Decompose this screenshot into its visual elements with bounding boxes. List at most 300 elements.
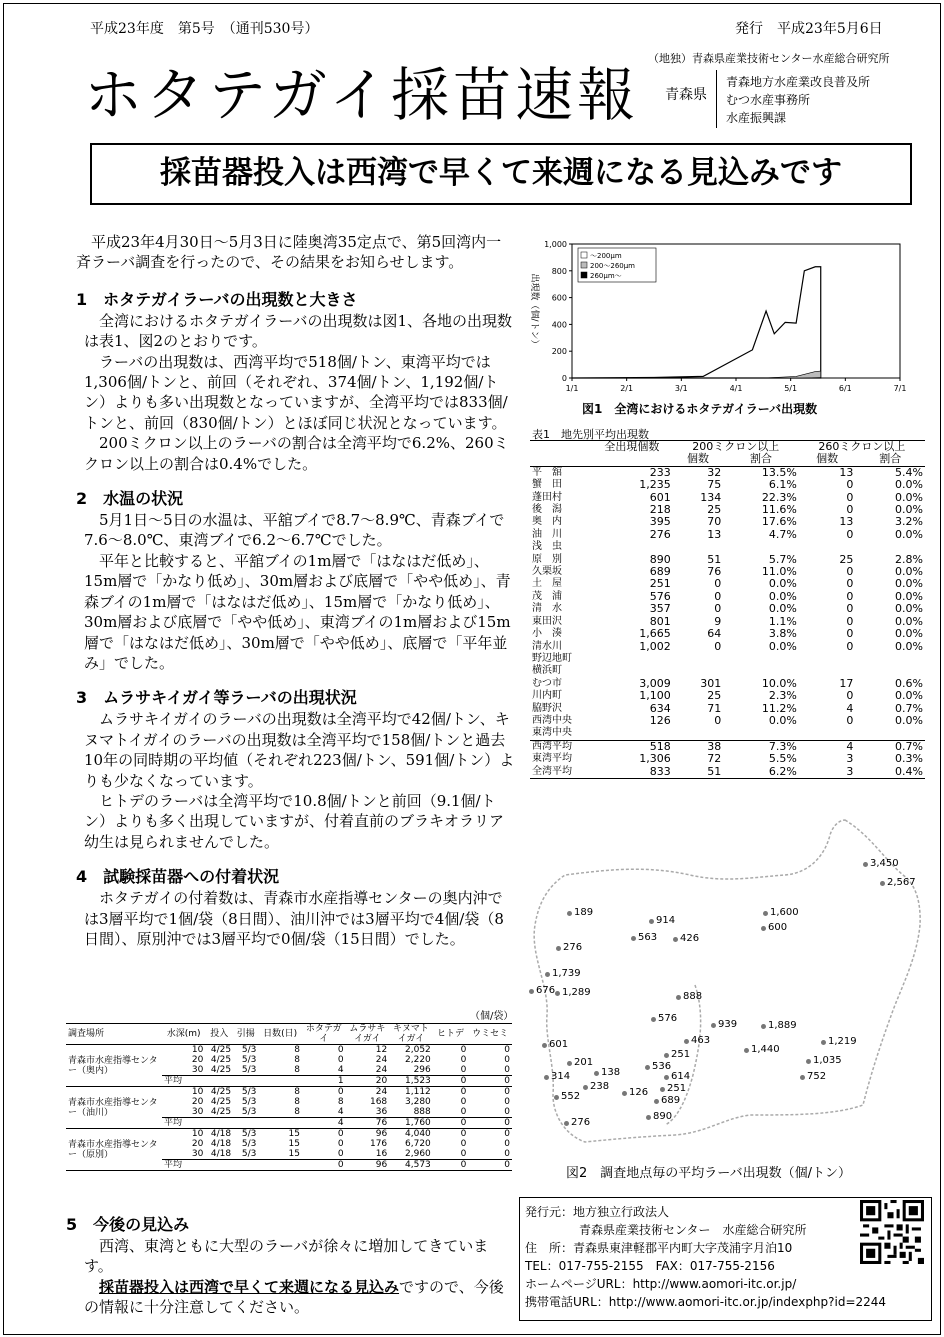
- table-cell: 0: [460, 1045, 467, 1055]
- table-cell: 0.0%: [895, 565, 923, 579]
- table-cell: 634: [649, 701, 671, 715]
- station-count-label: 563: [638, 932, 658, 943]
- table-row: [530, 653, 925, 665]
- table-cell: 8: [294, 1045, 300, 1055]
- table-cell: 0.7%: [895, 739, 923, 753]
- station-count-label: 189: [574, 907, 594, 918]
- station-count-label: 676: [536, 985, 556, 996]
- table-cell: 11.2%: [761, 701, 797, 715]
- table-cell: [723, 541, 799, 553]
- station-count-label: 426: [680, 933, 700, 944]
- table-cell: [591, 727, 673, 740]
- legend-swatch: [581, 272, 587, 278]
- section-5-underlined: 採苗器投入は西湾で早くて来週になる見込み: [99, 1277, 400, 1296]
- legend-swatch: [581, 262, 587, 268]
- x-tick-label: 3/1: [674, 384, 688, 392]
- table-row: [530, 740, 925, 753]
- section-4-para-1: ホタテガイの付着数は、青森市水産指導センターの奥内沖では3層平均で1個/袋（8日間）、油川沖では3層平均で4個/袋（8日間）、原別沖では3層平均で0個/袋（15日間）でした。: [84, 889, 504, 948]
- map-caption: 図2 調査地点毎の平均ラーバ出現数（個/トン）: [566, 1166, 852, 1181]
- table-cell: 71: [707, 701, 722, 715]
- table-cell: 1,112: [405, 1087, 431, 1097]
- table-cell: 0.0%: [895, 527, 923, 541]
- table-cell: 233: [649, 465, 671, 479]
- table-cell: 17.6%: [761, 515, 797, 529]
- table-cell: 70: [707, 515, 722, 529]
- table2-header-cell: 日数(日): [263, 1029, 298, 1039]
- station-count-label: 939: [718, 1019, 738, 1030]
- table-cell: 3.2%: [895, 515, 923, 529]
- table-cell: 9: [714, 614, 722, 628]
- qr-code-icon: [860, 1200, 924, 1264]
- table-cell: 茂 浦: [532, 590, 562, 602]
- table-row: [530, 541, 925, 553]
- x-tick-label: 7/1: [893, 384, 907, 392]
- table-row: [530, 504, 925, 516]
- figure1-chart: [520, 232, 920, 392]
- table-cell: 1,760: [389, 1118, 433, 1129]
- table-cell: 0.0%: [895, 503, 923, 517]
- table-cell: 0: [504, 1045, 510, 1055]
- table-cell: 96: [375, 1129, 388, 1139]
- table-cell: 888: [413, 1107, 431, 1117]
- table-cell: 17: [839, 676, 854, 690]
- table-cell: 518: [649, 739, 671, 753]
- table-cell: [205, 1076, 233, 1087]
- section-3-heading: 3 ムラサキイガイ等ラーバの出現状況: [76, 688, 357, 708]
- table-cell: 平均: [162, 1160, 205, 1171]
- table-cell: [591, 541, 673, 553]
- footer-tel: TEL：017-755-2155 FAX：017-755-2156: [525, 1259, 775, 1273]
- station-count-label: 752: [807, 1071, 827, 1082]
- table-cell: 2.8%: [895, 552, 923, 566]
- station-point-icon: [676, 995, 681, 1000]
- table-cell: 東湾平均: [532, 753, 572, 765]
- footer-mobile[interactable]: 携帯電話URL：http://www.aomori-itc.or.jp/indexphp?id=2244: [525, 1295, 887, 1309]
- table-cell: 0: [337, 1129, 344, 1139]
- table-cell: 野辺地町: [532, 652, 572, 664]
- chart-title: 図1 全湾におけるホタテガイラーバ出現数: [582, 402, 818, 416]
- table-cell: 10: [191, 1129, 204, 1139]
- station-count-label: 1,739: [552, 968, 581, 979]
- station-count-label: 1,219: [828, 1036, 857, 1047]
- table-cell: 25: [707, 689, 722, 703]
- table-row: [66, 1087, 512, 1098]
- table-cell: 10.0%: [761, 676, 797, 690]
- table-cell: 0.0%: [895, 639, 923, 653]
- table-cell: 4/25: [210, 1065, 232, 1075]
- table-cell: 10: [191, 1087, 204, 1097]
- table2-header-cell: 引揚: [236, 1029, 255, 1039]
- table-cell: 平 舘: [532, 466, 562, 478]
- table-cell: [258, 1160, 302, 1171]
- table-cell: [591, 665, 673, 677]
- institute-name: （地独）青森県産業技術センター水産総合研究所: [648, 52, 890, 65]
- station-point-icon: [654, 1099, 659, 1104]
- table-cell: [799, 727, 856, 740]
- table-cell: 0: [460, 1097, 467, 1107]
- table2-header-cell: キヌマトイガイ: [393, 1024, 429, 1044]
- office-3: 水産振興課: [726, 111, 787, 125]
- table-cell: 4/25: [210, 1107, 232, 1117]
- table-cell: 0.6%: [895, 676, 923, 690]
- table-cell: 0.0%: [895, 689, 923, 703]
- table-cell: 4/25: [210, 1045, 232, 1055]
- y-tick-label: 1,000: [544, 240, 567, 249]
- table-cell: 1,235: [639, 478, 671, 492]
- table-cell: 小 湊: [532, 628, 562, 640]
- table-cell: 25: [707, 503, 722, 517]
- table-cell: [258, 1118, 302, 1129]
- station-count-label: 1,035: [813, 1055, 842, 1066]
- section-5: [66, 1214, 516, 1318]
- station-point-icon: [744, 1048, 749, 1053]
- table-cell: 0: [468, 1160, 512, 1171]
- table-cell: 0.0%: [768, 713, 797, 727]
- station-point-icon: [529, 989, 534, 994]
- table-cell: 24: [375, 1055, 388, 1065]
- table-row: [530, 603, 925, 615]
- table-cell: 0: [504, 1107, 510, 1117]
- legend-label: ～200μm: [590, 252, 622, 260]
- station-count-label: 463: [691, 1035, 711, 1046]
- table1-subheader-cell: [530, 453, 591, 466]
- section-1-para-3: 200ミクロン以上のラーバの割合は全湾平均で6.2%、260ミクロン以上の割合は0.4%でした。: [84, 434, 509, 473]
- station-count-label: 251: [671, 1049, 691, 1060]
- table-cell: 久栗坂: [532, 566, 562, 578]
- publisher-2: 青森県産業技術センター 水産総合研究所: [579, 1223, 807, 1237]
- table-cell: 2,220: [405, 1055, 431, 1065]
- table-cell: 25: [839, 552, 854, 566]
- table2-header-cell: 水深(m): [166, 1029, 201, 1039]
- table-cell: 30: [191, 1107, 204, 1117]
- table-cell: 3: [846, 752, 854, 766]
- table-cell: [799, 653, 856, 665]
- station-point-icon: [622, 1091, 627, 1096]
- table-cell: 276: [649, 527, 671, 541]
- table2-header-cell: 投入: [210, 1029, 229, 1039]
- office-1: 青森地方水産業改良普及所: [726, 75, 871, 89]
- table-row: [530, 727, 925, 740]
- table-cell: [233, 1076, 258, 1087]
- station-count-label: 126: [629, 1087, 649, 1098]
- table1-header-cell: [530, 441, 591, 454]
- table-cell: 5/3: [241, 1055, 257, 1065]
- table1-subheader-row: [530, 453, 925, 466]
- table-cell: 0.0%: [768, 577, 797, 591]
- footer-homepage[interactable]: ホームページURL：http://www.aomori-itc.or.jp/: [525, 1277, 797, 1291]
- x-tick-label: 5/1: [784, 384, 798, 392]
- footer-address: 住 所：青森県東津軽郡平内町大字茂浦字月泊10: [525, 1241, 793, 1255]
- table-cell: 51: [707, 552, 722, 566]
- table-row: [530, 678, 925, 690]
- station-count-label: 276: [563, 942, 583, 953]
- table-row: [530, 641, 925, 653]
- table-cell: 24: [375, 1065, 388, 1075]
- station-point-icon: [651, 1017, 656, 1022]
- table-row: [530, 628, 925, 640]
- table1-header-cell: 200ミクロン以上: [692, 440, 780, 453]
- table-cell: 4/18: [210, 1139, 232, 1149]
- station-count-label: 600: [768, 922, 788, 933]
- section-5-rest: ですので、今後の情報に十分注意してください。: [84, 1277, 504, 1317]
- station-point-icon: [554, 1095, 559, 1100]
- table-cell: 801: [649, 614, 671, 628]
- table-cell: 15: [288, 1149, 300, 1159]
- section-2-heading: 2 水温の状況: [76, 489, 184, 509]
- table1-subheader-cell: [591, 453, 673, 466]
- left-column: [76, 232, 516, 949]
- table-cell: 4/25: [210, 1087, 232, 1097]
- section-1-para-2: ラーバの出現数は、西湾平均で518個/トン、東湾平均では1,306個/トンと、前回（それぞれ、374個/トン、1,192個/トン）よりも多い出現数となっていますが、全湾平均では833個/トンと、前回（830個/トン）とほぼ同じ状況となっています。: [84, 352, 508, 432]
- table-cell: [205, 1118, 233, 1129]
- publisher-1: 地方独立行政法人: [573, 1205, 670, 1219]
- station-point-icon: [763, 911, 768, 916]
- table-cell: [233, 1118, 258, 1129]
- table-cell: 横浜町: [532, 665, 562, 677]
- table-cell: 15: [288, 1129, 300, 1139]
- section-2-para-2: 平年と比較すると、平舘ブイの1m層で「はなはだ低め」、15m層で「かなり低め」、30m層および底層で「やや低め」、青森ブイの1m層で「はなはだ低め」、15m層で「かなり低め」、30m層および底層で「やや低め」、東湾ブイの1m層および15m層で「はなはだ低め」、30m層で「やや低め」、底層で「平年並み」でした。: [84, 551, 511, 672]
- table-cell: 8: [337, 1097, 344, 1107]
- table2-header-cell: ムラサキイガイ: [349, 1024, 386, 1044]
- table-cell: 0: [504, 1139, 510, 1149]
- station-point-icon: [761, 926, 766, 931]
- table-cell: [673, 653, 723, 665]
- table2-header-cell: ホタテガイ: [305, 1024, 342, 1044]
- table-cell: 1,665: [639, 627, 671, 641]
- table-cell: 奥 内: [532, 516, 562, 528]
- table-cell: 清水川: [532, 640, 562, 652]
- publisher-label: 発行元：: [525, 1205, 574, 1219]
- table-cell: 0: [460, 1129, 467, 1139]
- table-row: [530, 703, 925, 715]
- table-cell: 0: [504, 1087, 510, 1097]
- table-cell: 0: [846, 490, 854, 504]
- table-cell: 2.3%: [768, 689, 797, 703]
- series-area-1: [572, 267, 821, 378]
- table-cell: 0: [846, 602, 854, 616]
- table-cell: 13: [707, 527, 722, 541]
- headline: 採苗器投入は西湾で早くて来週になる見込みです: [160, 155, 842, 191]
- table-cell: 5/3: [241, 1149, 257, 1159]
- station-count-label: 536: [652, 1061, 672, 1072]
- table-cell: 清 水: [532, 603, 562, 615]
- attachment-table: [66, 1023, 512, 1171]
- table1-subheader-cell: 割合: [879, 452, 902, 466]
- table-row: [530, 766, 925, 779]
- table-row: [530, 591, 925, 603]
- table-cell: 10: [191, 1045, 204, 1055]
- table-cell: 833: [649, 764, 671, 778]
- table-cell: [799, 665, 856, 677]
- station-count-label: 1,600: [770, 907, 799, 918]
- table-cell: 東田沢: [532, 615, 562, 627]
- table-cell: 0: [714, 602, 722, 616]
- table-cell: 0: [714, 639, 722, 653]
- prefecture-label: 青森県: [665, 87, 707, 103]
- y-tick-label: 200: [551, 347, 567, 357]
- table1-header-row: [530, 441, 925, 454]
- table-cell: 20: [346, 1076, 390, 1087]
- table-row: [66, 1045, 512, 1056]
- table-cell: 0: [337, 1055, 344, 1065]
- table-row: [530, 529, 925, 541]
- table-cell: 0.0%: [895, 577, 923, 591]
- table-cell: 0.7%: [895, 701, 923, 715]
- table-cell: 4/25: [210, 1097, 232, 1107]
- station-point-icon: [649, 919, 654, 924]
- table-cell: 8: [294, 1097, 300, 1107]
- section-1-para-1: 全湾におけるホタテガイラーバの出現数は図1、各地の出現数は表1、図2のとおりです。: [84, 311, 513, 351]
- table-cell: 13.5%: [761, 465, 797, 479]
- table-cell: 76: [707, 565, 722, 579]
- y-axis-label: 出現数（個/トン）: [529, 273, 539, 349]
- table-cell: 126: [649, 713, 671, 727]
- station-point-icon: [564, 1121, 569, 1126]
- table-cell: 0: [433, 1160, 469, 1171]
- station-point-icon: [542, 1043, 547, 1048]
- table-row: [66, 1129, 512, 1140]
- table-cell: 蟹 田: [532, 479, 562, 491]
- station-point-icon: [556, 946, 561, 951]
- issue-date: 発行 平成23年5月6日: [735, 21, 883, 37]
- section-3-para-2: ヒトデのラーバは全湾平均で10.8個/トンと前回（9.1個/トン）よりも多く出現していますが、付着直前のブラキオラリア幼生は見られませんでした。: [84, 791, 505, 851]
- table-cell: 301: [700, 676, 722, 690]
- table-cell: 0: [714, 577, 722, 591]
- table-cell: 1: [302, 1076, 346, 1087]
- table-cell: 脇野沢: [532, 702, 562, 714]
- legend-label: 200～260μm: [590, 262, 635, 270]
- station-count-label: 201: [574, 1057, 594, 1068]
- table-cell: 0: [846, 527, 854, 541]
- table-cell: 0: [504, 1065, 510, 1075]
- table-cell: [855, 653, 925, 665]
- map-labels: [525, 815, 930, 1160]
- table-cell: 0: [846, 614, 854, 628]
- table-cell: 後 潟: [532, 504, 562, 516]
- table-cell: 16: [375, 1149, 388, 1159]
- table-cell: 30: [191, 1149, 204, 1159]
- station-point-icon: [880, 881, 885, 886]
- table-cell: 平均: [162, 1118, 205, 1129]
- table-cell: 西湾中央: [532, 714, 572, 726]
- x-tick-label: 1/1: [565, 384, 579, 392]
- table-cell: 96: [346, 1160, 390, 1171]
- station-point-icon: [800, 1075, 805, 1080]
- table-cell: 0: [460, 1065, 467, 1075]
- table-cell: [855, 541, 925, 553]
- table-cell: 13: [839, 515, 854, 529]
- table-cell: 218: [649, 503, 671, 517]
- table-cell: 0: [846, 577, 854, 591]
- station-count-label: 276: [571, 1117, 591, 1128]
- table-cell: [591, 653, 673, 665]
- section-5-text-1: 西湾、東湾ともに大型のラーバが徐々に増加してきています。: [84, 1237, 489, 1276]
- table-cell: 75: [707, 478, 722, 492]
- table-row: [530, 566, 925, 578]
- table1-header-cell: 260ミクロン以上: [818, 440, 906, 453]
- section-1-heading: 1 ホタテガイラーバの出現数と大きさ: [76, 289, 358, 309]
- y-tick-label: 0: [561, 374, 567, 383]
- table-cell: 0: [433, 1118, 469, 1129]
- table-cell: 5.7%: [768, 552, 797, 566]
- table2-location-cell: 青森市水産指導センター（原別）: [68, 1139, 158, 1160]
- table-cell: 3.8%: [768, 627, 797, 641]
- table-cell: 20: [191, 1055, 204, 1065]
- table-cell: 3,280: [405, 1097, 431, 1107]
- station-point-icon: [545, 972, 550, 977]
- table-cell: 西湾平均: [532, 740, 572, 752]
- table-cell: 0: [433, 1076, 469, 1087]
- table-cell: 0: [337, 1149, 344, 1159]
- table-cell: 0.0%: [895, 602, 923, 616]
- table-cell: 0: [460, 1087, 467, 1097]
- station-count-label: 238: [590, 1081, 610, 1092]
- table-cell: 0.0%: [895, 713, 923, 727]
- table-cell: 4: [337, 1065, 344, 1075]
- table-cell: 11.0%: [761, 565, 797, 579]
- table-cell: 蓬田村: [532, 491, 562, 503]
- table-cell: 0.0%: [895, 627, 923, 641]
- table2-location-cell: 青森市水産指導センター（奥内）: [68, 1055, 158, 1076]
- table-cell: 1,306: [639, 752, 671, 766]
- table-cell: 4/18: [210, 1129, 232, 1139]
- station-point-icon: [567, 911, 572, 916]
- station-point-icon: [645, 1065, 650, 1070]
- table1-subheader-cell: 個数: [686, 452, 709, 466]
- office-2: むつ水産事務所: [726, 93, 811, 107]
- table-cell: 296: [413, 1065, 431, 1075]
- table-cell: 3: [846, 764, 854, 778]
- station-count-label: 1,289: [562, 987, 591, 998]
- table-cell: 油 川: [532, 528, 562, 540]
- table2-header-row: [66, 1024, 512, 1045]
- x-tick-label: 4/1: [729, 384, 743, 392]
- table-cell: 890: [649, 552, 671, 566]
- table-cell: 8: [294, 1087, 300, 1097]
- table2-unit: （個/袋）: [470, 1011, 514, 1022]
- table-cell: 0: [337, 1045, 344, 1055]
- station-count-label: 890: [653, 1111, 673, 1122]
- table-cell: 0: [846, 713, 854, 727]
- y-tick-label: 800: [551, 266, 567, 276]
- table-cell: 土 屋: [532, 578, 562, 590]
- table-cell: 4,040: [405, 1129, 431, 1139]
- table-cell: 0: [460, 1149, 467, 1159]
- table-cell: 6.1%: [768, 478, 797, 492]
- table-row: [530, 516, 925, 528]
- table-cell: 24: [375, 1087, 388, 1097]
- station-count-label: 2,567: [887, 877, 916, 888]
- table2-header-cell: 調査場所: [68, 1029, 105, 1039]
- table-row: [530, 690, 925, 702]
- table-cell: 8: [294, 1065, 300, 1075]
- table-cell: [673, 727, 723, 740]
- table-row: [530, 466, 925, 479]
- table1-subheader-cell: 個数: [816, 452, 839, 466]
- table-cell: 2,960: [405, 1149, 431, 1159]
- station-count-label: 251: [667, 1083, 687, 1094]
- table-cell: [723, 653, 799, 665]
- footer-text: [525, 1203, 886, 1311]
- table-cell: 7.3%: [768, 739, 797, 753]
- station-count-label: 576: [658, 1013, 678, 1024]
- table-cell: 0: [714, 589, 722, 603]
- station-point-icon: [806, 1059, 811, 1064]
- table1-header-cell: 全出現個数: [604, 440, 660, 453]
- station-point-icon: [684, 1039, 689, 1044]
- station-point-icon: [567, 1061, 572, 1066]
- table2-location-cell: 青森市水産指導センター（油川）: [68, 1097, 158, 1118]
